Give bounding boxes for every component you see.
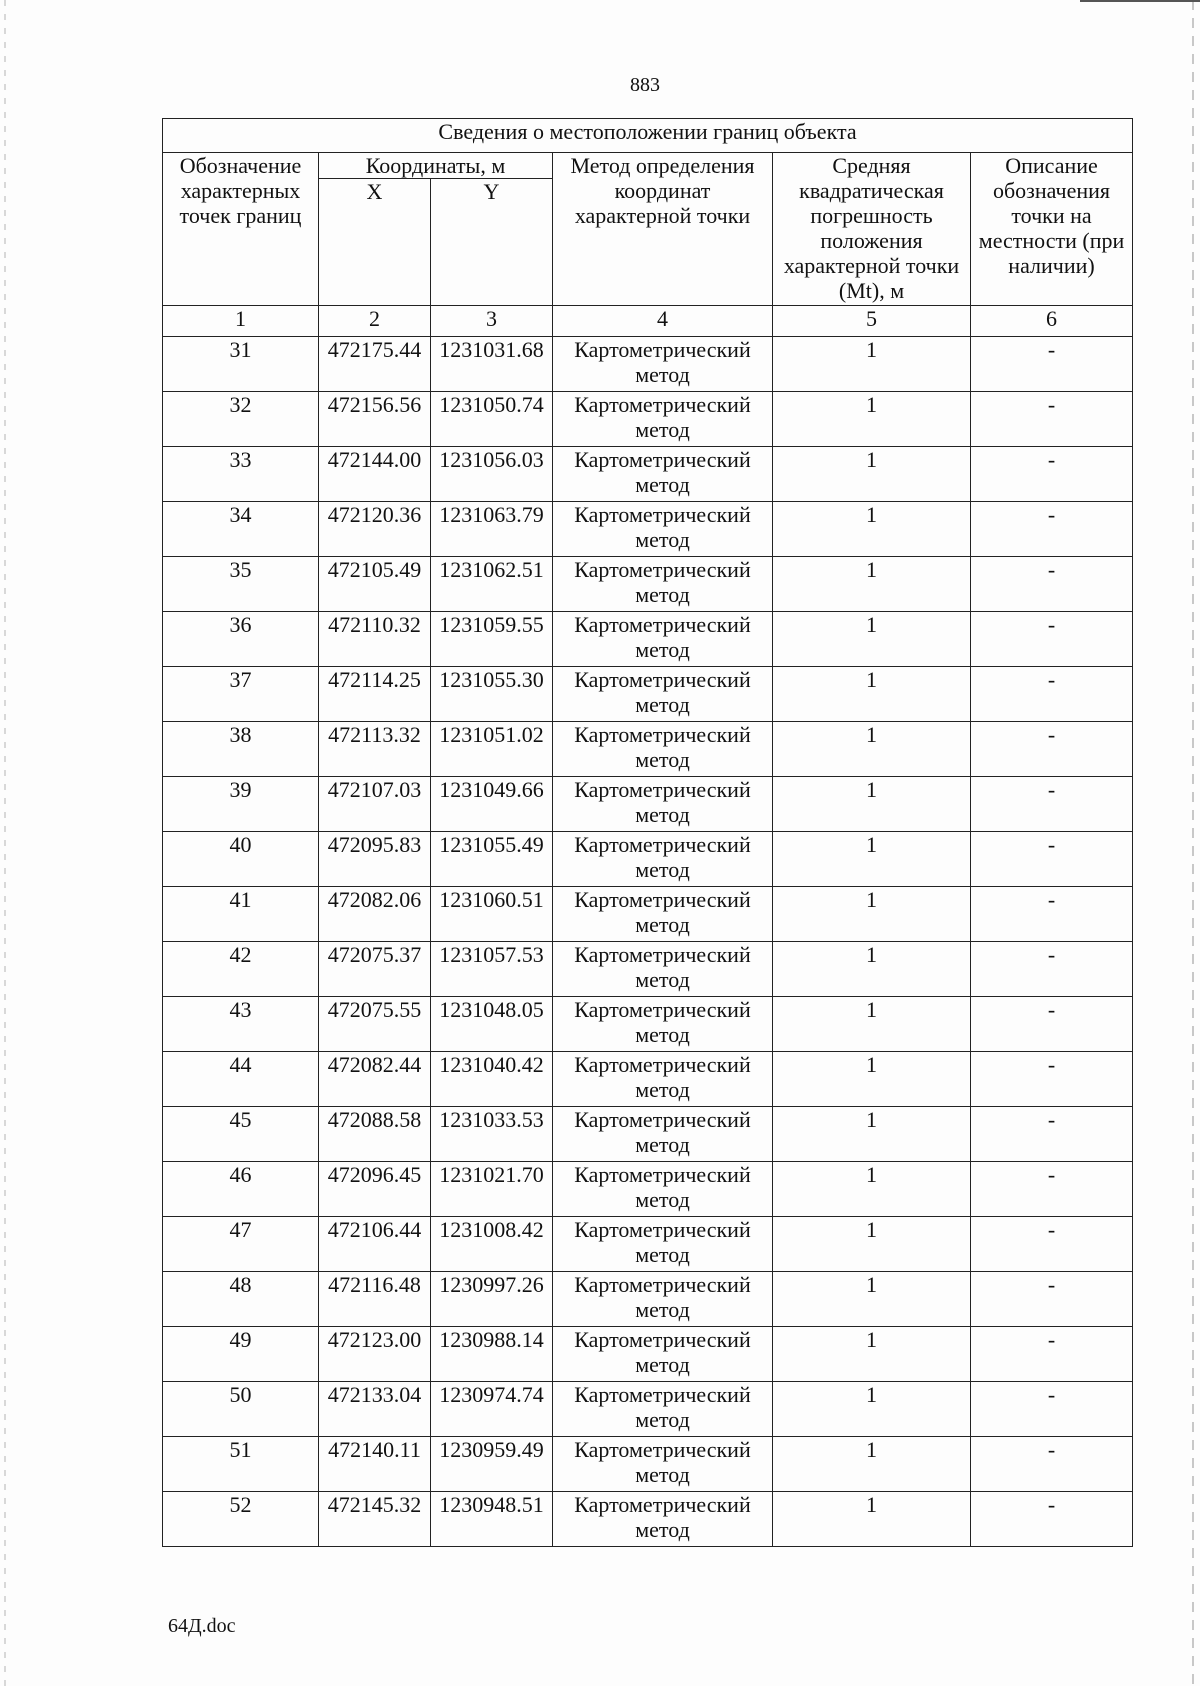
column-number: 2 (319, 306, 431, 337)
x-coordinate-cell: 472106.44 (319, 1217, 431, 1272)
scan-edge-left (4, 0, 6, 1686)
mean-error-cell: 1 (773, 887, 971, 942)
y-coordinate-cell: 1231059.55 (431, 612, 553, 667)
table-row (163, 1162, 1133, 1217)
table-row (163, 337, 1133, 392)
x-coordinate-cell: 472082.06 (319, 887, 431, 942)
y-coordinate-cell: 1230988.14 (431, 1327, 553, 1382)
x-coordinate-cell: 472175.44 (319, 337, 431, 392)
table-row (163, 1327, 1133, 1382)
header-description: Описание обозначения точки на местности (при наличии) (971, 153, 1133, 306)
y-coordinate-cell: 1231051.02 (431, 722, 553, 777)
method-cell: Картометрический метод (553, 777, 773, 832)
table-row (163, 1492, 1133, 1547)
point-number-cell: 50 (163, 1382, 319, 1437)
description-cell: - (971, 722, 1133, 777)
y-coordinate-cell: 1231040.42 (431, 1052, 553, 1107)
y-coordinate-cell: 1231049.66 (431, 777, 553, 832)
mean-error-cell: 1 (773, 777, 971, 832)
point-number-cell: 41 (163, 887, 319, 942)
mean-error-cell: 1 (773, 997, 971, 1052)
y-coordinate-cell: 1231060.51 (431, 887, 553, 942)
column-number: 5 (773, 306, 971, 337)
y-coordinate-cell: 1231056.03 (431, 447, 553, 502)
method-cell: Картометрический метод (553, 1382, 773, 1437)
table-row (163, 1272, 1133, 1327)
point-number-cell: 34 (163, 502, 319, 557)
y-coordinate-cell: 1230948.51 (431, 1492, 553, 1547)
header-point-designation: Обозначение характерных точек границ (163, 153, 319, 306)
footer-file-name: 64Д.doc (168, 1615, 236, 1637)
description-cell: - (971, 777, 1133, 832)
point-number-cell: 36 (163, 612, 319, 667)
mean-error-cell: 1 (773, 337, 971, 392)
method-cell: Картометрический метод (553, 502, 773, 557)
method-cell: Картометрический метод (553, 942, 773, 997)
x-coordinate-cell: 472133.04 (319, 1382, 431, 1437)
description-cell: - (971, 1382, 1133, 1437)
point-number-cell: 31 (163, 337, 319, 392)
y-coordinate-cell: 1231062.51 (431, 557, 553, 612)
table-row (163, 1052, 1133, 1107)
description-cell: - (971, 337, 1133, 392)
table-row (163, 722, 1133, 777)
point-number-cell: 35 (163, 557, 319, 612)
header-coordinates: Координаты, м (319, 153, 553, 179)
table-row (163, 1382, 1133, 1437)
description-cell: - (971, 1107, 1133, 1162)
table-title: Сведения о местоположении границ объекта (163, 119, 1133, 153)
mean-error-cell: 1 (773, 1437, 971, 1492)
mean-error-cell: 1 (773, 722, 971, 777)
method-cell: Картометрический метод (553, 1272, 773, 1327)
mean-error-cell: 1 (773, 1107, 971, 1162)
mean-error-cell: 1 (773, 612, 971, 667)
method-cell: Картометрический метод (553, 337, 773, 392)
table-row (163, 447, 1133, 502)
mean-error-cell: 1 (773, 1162, 971, 1217)
table-row (163, 502, 1133, 557)
x-coordinate-cell: 472088.58 (319, 1107, 431, 1162)
table-row (163, 612, 1133, 667)
method-cell: Картометрический метод (553, 887, 773, 942)
header-mean-error: Средняя квадратическая погрешность положения характерной точки (Mt), м (773, 153, 971, 306)
x-coordinate-cell: 472145.32 (319, 1492, 431, 1547)
description-cell: - (971, 1162, 1133, 1217)
description-cell: - (971, 1492, 1133, 1547)
table-body (163, 337, 1133, 1547)
mean-error-cell: 1 (773, 557, 971, 612)
point-number-cell: 44 (163, 1052, 319, 1107)
x-coordinate-cell: 472075.55 (319, 997, 431, 1052)
x-coordinate-cell: 472123.00 (319, 1327, 431, 1382)
description-cell: - (971, 392, 1133, 447)
description-cell: - (971, 887, 1133, 942)
mean-error-cell: 1 (773, 502, 971, 557)
x-coordinate-cell: 472120.36 (319, 502, 431, 557)
y-coordinate-cell: 1230974.74 (431, 1382, 553, 1437)
point-number-cell: 45 (163, 1107, 319, 1162)
y-coordinate-cell: 1231050.74 (431, 392, 553, 447)
point-number-cell: 51 (163, 1437, 319, 1492)
y-coordinate-cell: 1231063.79 (431, 502, 553, 557)
point-number-cell: 49 (163, 1327, 319, 1382)
point-number-cell: 33 (163, 447, 319, 502)
mean-error-cell: 1 (773, 1217, 971, 1272)
method-cell: Картометрический метод (553, 832, 773, 887)
x-coordinate-cell: 472095.83 (319, 832, 431, 887)
method-cell: Картометрический метод (553, 722, 773, 777)
point-number-cell: 48 (163, 1272, 319, 1327)
mean-error-cell: 1 (773, 1052, 971, 1107)
x-coordinate-cell: 472114.25 (319, 667, 431, 722)
description-cell: - (971, 1217, 1133, 1272)
x-coordinate-cell: 472107.03 (319, 777, 431, 832)
header-y: Y (431, 179, 553, 306)
page-number: 883 (630, 74, 660, 96)
table-row (163, 557, 1133, 612)
description-cell: - (971, 942, 1133, 997)
column-number: 4 (553, 306, 773, 337)
point-number-cell: 52 (163, 1492, 319, 1547)
method-cell: Картометрический метод (553, 667, 773, 722)
method-cell: Картометрический метод (553, 1437, 773, 1492)
description-cell: - (971, 832, 1133, 887)
table-row (163, 392, 1133, 447)
description-cell: - (971, 502, 1133, 557)
table-row (163, 1217, 1133, 1272)
method-cell: Картометрический метод (553, 612, 773, 667)
point-number-cell: 46 (163, 1162, 319, 1217)
description-cell: - (971, 997, 1133, 1052)
x-coordinate-cell: 472075.37 (319, 942, 431, 997)
mean-error-cell: 1 (773, 447, 971, 502)
y-coordinate-cell: 1231031.68 (431, 337, 553, 392)
y-coordinate-cell: 1230959.49 (431, 1437, 553, 1492)
point-number-cell: 37 (163, 667, 319, 722)
description-cell: - (971, 1327, 1133, 1382)
table-row (163, 887, 1133, 942)
mean-error-cell: 1 (773, 942, 971, 997)
y-coordinate-cell: 1231055.49 (431, 832, 553, 887)
point-number-cell: 43 (163, 997, 319, 1052)
x-coordinate-cell: 472140.11 (319, 1437, 431, 1492)
y-coordinate-cell: 1231057.53 (431, 942, 553, 997)
description-cell: - (971, 1272, 1133, 1327)
header-x: X (319, 179, 431, 306)
x-coordinate-cell: 472144.00 (319, 447, 431, 502)
y-coordinate-cell: 1231021.70 (431, 1162, 553, 1217)
method-cell: Картометрический метод (553, 447, 773, 502)
column-numbers-row (163, 306, 1133, 337)
table-row (163, 667, 1133, 722)
scan-edge-top (1080, 0, 1200, 2)
mean-error-cell: 1 (773, 832, 971, 887)
x-coordinate-cell: 472082.44 (319, 1052, 431, 1107)
mean-error-cell: 1 (773, 1327, 971, 1382)
boundary-points-table (162, 118, 1133, 1547)
method-cell: Картометрический метод (553, 1217, 773, 1272)
description-cell: - (971, 1052, 1133, 1107)
y-coordinate-cell: 1230997.26 (431, 1272, 553, 1327)
mean-error-cell: 1 (773, 1492, 971, 1547)
point-number-cell: 32 (163, 392, 319, 447)
x-coordinate-cell: 472116.48 (319, 1272, 431, 1327)
x-coordinate-cell: 472110.32 (319, 612, 431, 667)
description-cell: - (971, 612, 1133, 667)
mean-error-cell: 1 (773, 392, 971, 447)
point-number-cell: 38 (163, 722, 319, 777)
table-row (163, 832, 1133, 887)
column-number: 3 (431, 306, 553, 337)
table-row (163, 997, 1133, 1052)
mean-error-cell: 1 (773, 1272, 971, 1327)
y-coordinate-cell: 1231033.53 (431, 1107, 553, 1162)
method-cell: Картометрический метод (553, 997, 773, 1052)
table-row (163, 1107, 1133, 1162)
description-cell: - (971, 557, 1133, 612)
description-cell: - (971, 667, 1133, 722)
description-cell: - (971, 1437, 1133, 1492)
method-cell: Картометрический метод (553, 557, 773, 612)
method-cell: Картометрический метод (553, 392, 773, 447)
x-coordinate-cell: 472113.32 (319, 722, 431, 777)
x-coordinate-cell: 472105.49 (319, 557, 431, 612)
point-number-cell: 47 (163, 1217, 319, 1272)
x-coordinate-cell: 472096.45 (319, 1162, 431, 1217)
point-number-cell: 42 (163, 942, 319, 997)
method-cell: Картометрический метод (553, 1162, 773, 1217)
x-coordinate-cell: 472156.56 (319, 392, 431, 447)
method-cell: Картометрический метод (553, 1052, 773, 1107)
method-cell: Картометрический метод (553, 1492, 773, 1547)
y-coordinate-cell: 1231008.42 (431, 1217, 553, 1272)
column-number: 1 (163, 306, 319, 337)
column-number: 6 (971, 306, 1133, 337)
y-coordinate-cell: 1231048.05 (431, 997, 553, 1052)
description-cell: - (971, 447, 1133, 502)
table-row (163, 942, 1133, 997)
header-method: Метод определения координат характерной точки (553, 153, 773, 306)
method-cell: Картометрический метод (553, 1107, 773, 1162)
table-row (163, 1437, 1133, 1492)
point-number-cell: 39 (163, 777, 319, 832)
mean-error-cell: 1 (773, 1382, 971, 1437)
point-number-cell: 40 (163, 832, 319, 887)
table-row (163, 777, 1133, 832)
mean-error-cell: 1 (773, 667, 971, 722)
y-coordinate-cell: 1231055.30 (431, 667, 553, 722)
method-cell: Картометрический метод (553, 1327, 773, 1382)
scan-edge-right (1192, 0, 1194, 1686)
